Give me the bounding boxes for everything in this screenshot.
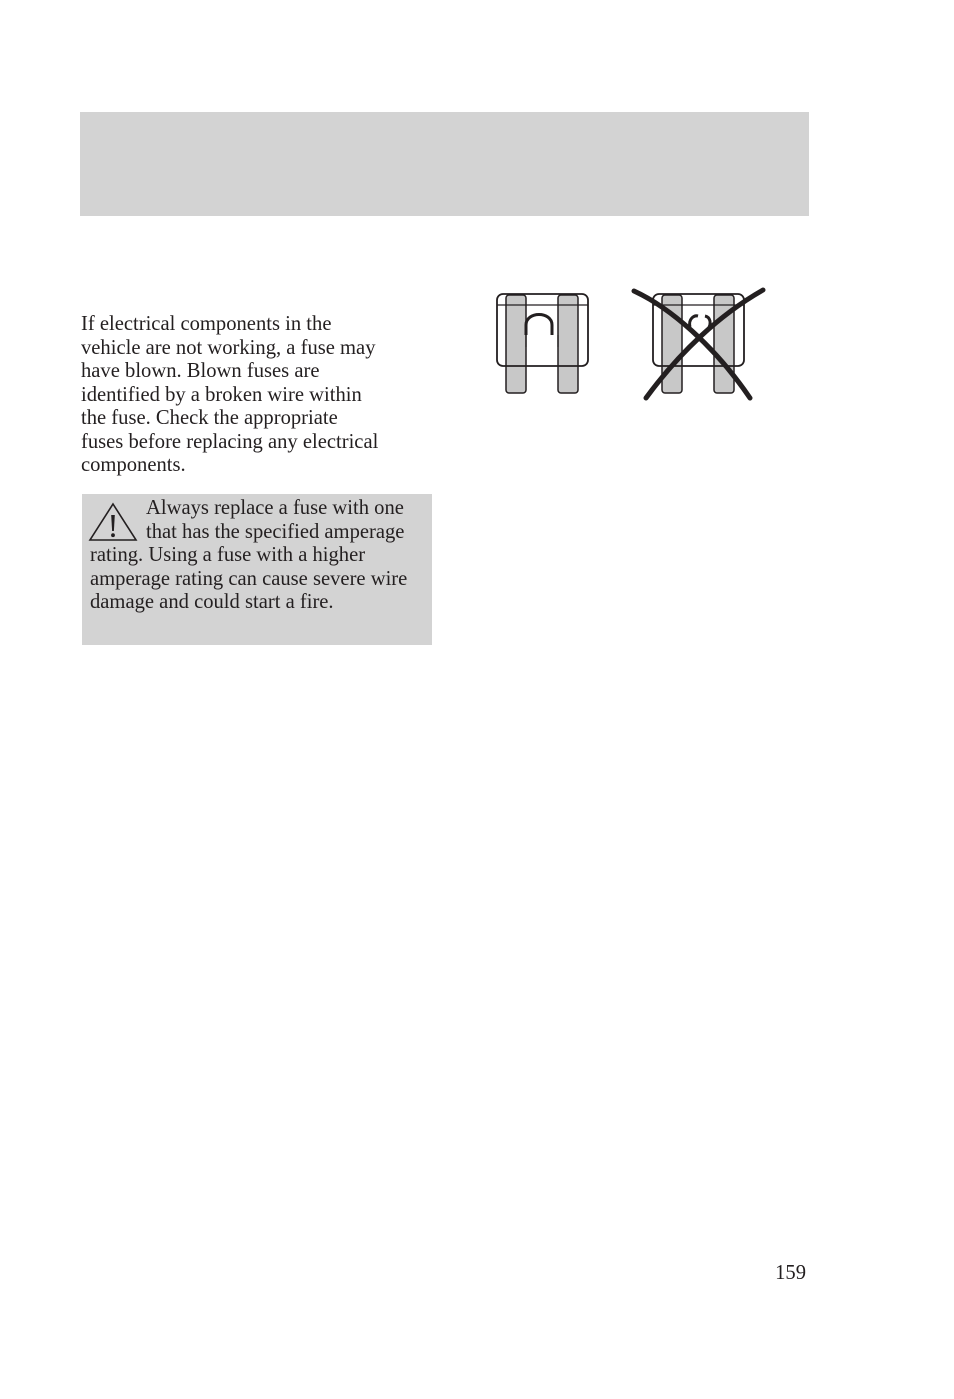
warning-triangle-icon — [88, 501, 138, 543]
page-number: 159 — [775, 1262, 806, 1284]
body-paragraph: If electrical components in the vehicle are not working, a fuse may have blown. Blown fuses are identified by a broken wire within the fuse. Check the appropriate fuses before replacing any electrical components. — [81, 313, 379, 476]
warning-text: Always replace a fuse with one that has the specified amperage rating. Using a fuse with a higher amperage rating can cause severe wire damage and could start a fire. — [90, 497, 408, 613]
fuse-figure — [494, 285, 769, 405]
header-band — [80, 112, 809, 216]
warning-box — [82, 494, 432, 645]
intact-fuse-icon — [497, 294, 588, 393]
